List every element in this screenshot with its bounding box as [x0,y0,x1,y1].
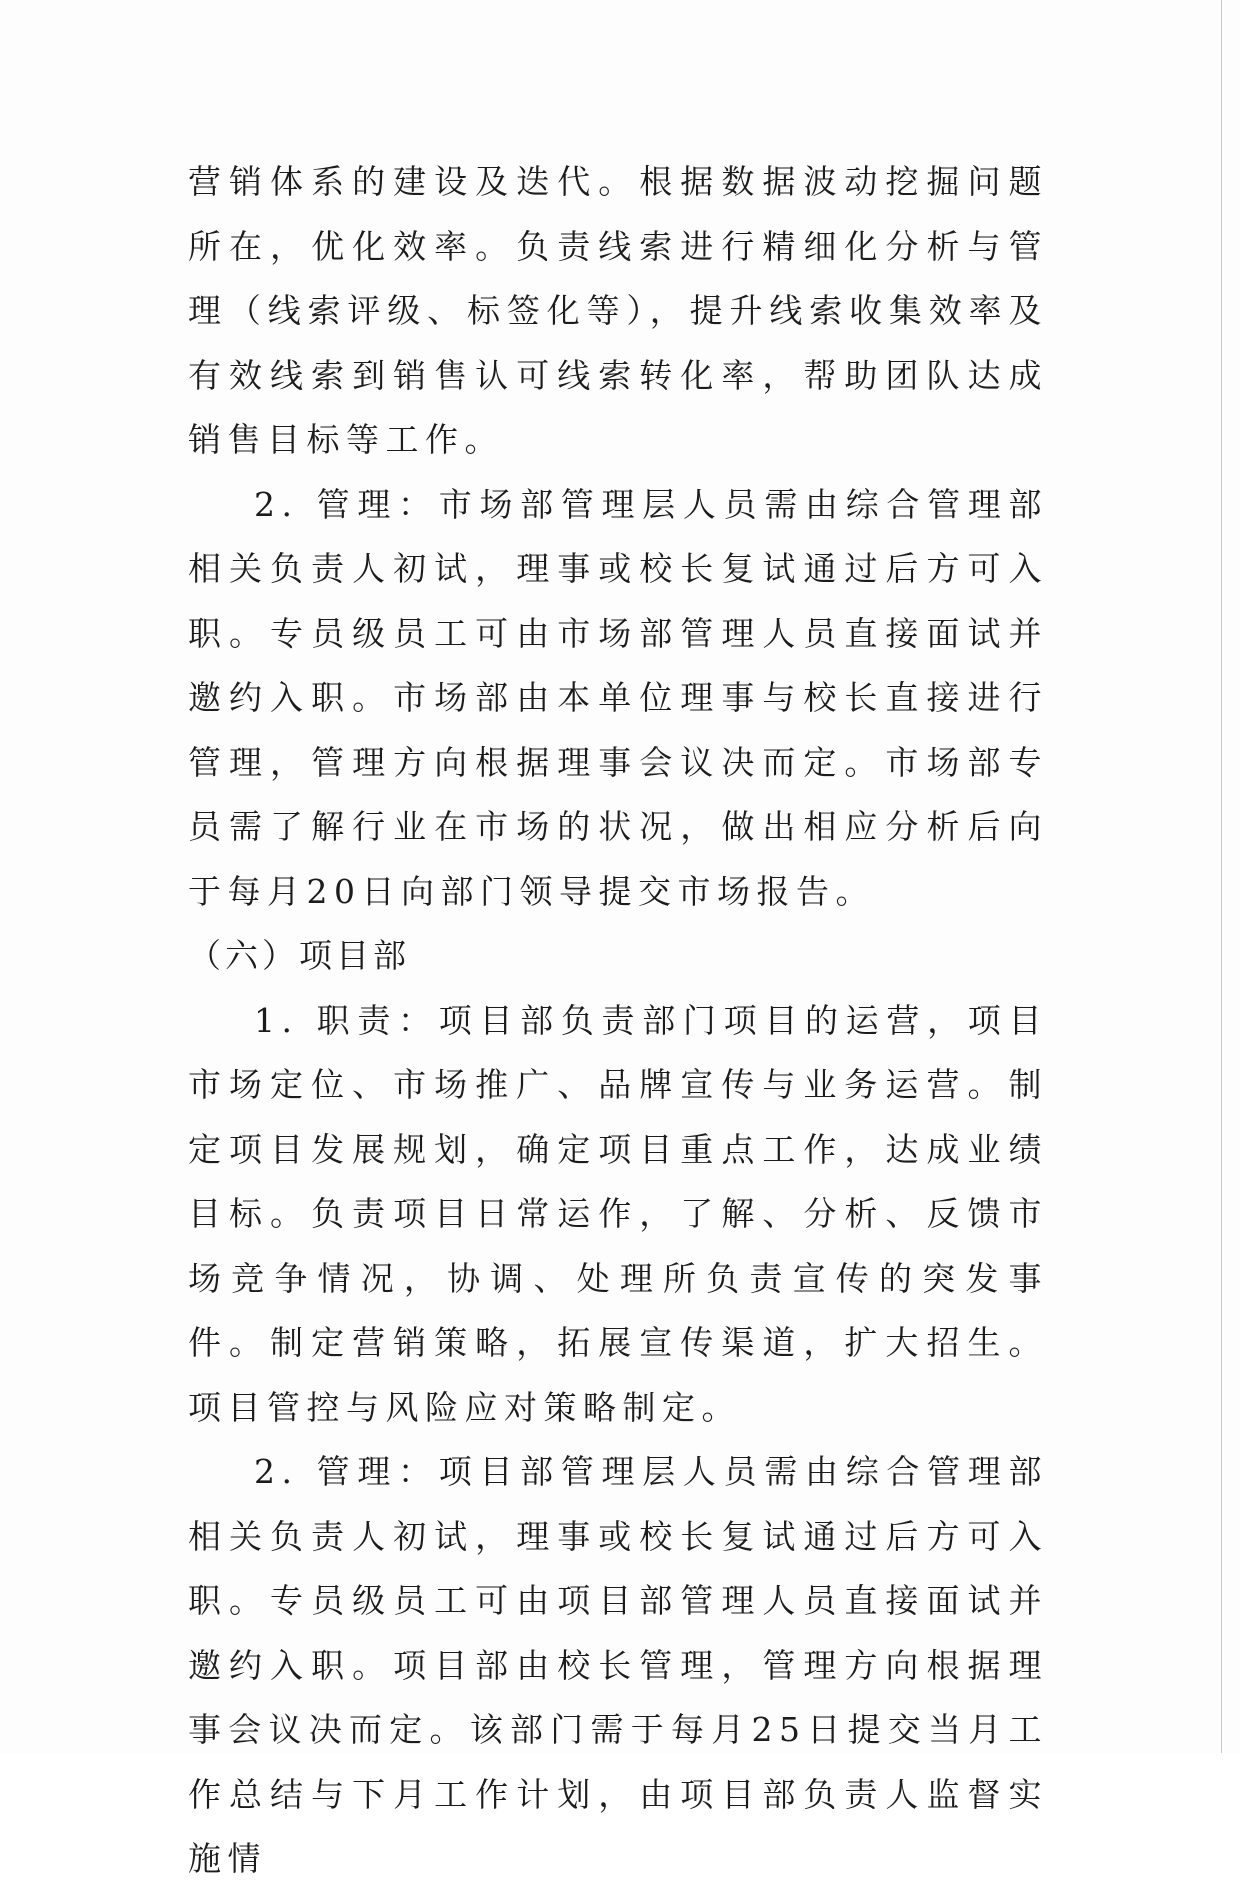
page-edge-line [1221,0,1222,1753]
paragraph-project-duties: 1. 职责：项目部负责部门项目的运营，项目市场定位、市场推广、品牌宣传与业务运营。制定项目发展规划，确定项目重点工作，达成业绩目标。负责项目日常运作，了解、分析、反馈市场竞争情况，协调、处理所负责宣传的突发事件。制定营销策略，拓展宣传渠道，扩大招生。项目管控与风险应对策略制定。 [188,1000,1048,1427]
paragraph-marketing-management: 2. 管理：市场部管理层人员需由综合管理部相关负责人初试，理事或校长复试通过后方可入职。专员级员工可由市场部管理人员直接面试并邀约入职。市场部由本单位理事与校长直接进行管理，管理方向根据理事会议决而定。市场部专员需了解行业在市场的状况，做出相应分析后向于每月20日向部门领导提交市场报告。 [188,484,1048,911]
document-body [188,150,1048,1892]
paragraph-marketing-system: 营销体系的建设及迭代。根据数据波动挖掘问题所在，优化效率。负责线索进行精细化分析与管理（线索评级、标签化等），提升线索收集效率及有效线索到销售认可线索转化率，帮助团队达成销售目标等工作。 [188,162,1048,459]
paragraph-project-management: 2. 管理：项目部管理层人员需由综合管理部相关负责人初试，理事或校长复试通过后方可入职。专员级员工可由项目部管理人员直接面试并邀约入职。项目部由校长管理，管理方向根据理事会议决而定。该部门需于每月25日提交当月工作总结与下月工作计划，由项目部负责人监督实施情 [188,1452,1048,1878]
section-heading-project-dept: （六）项目部 [188,936,410,975]
